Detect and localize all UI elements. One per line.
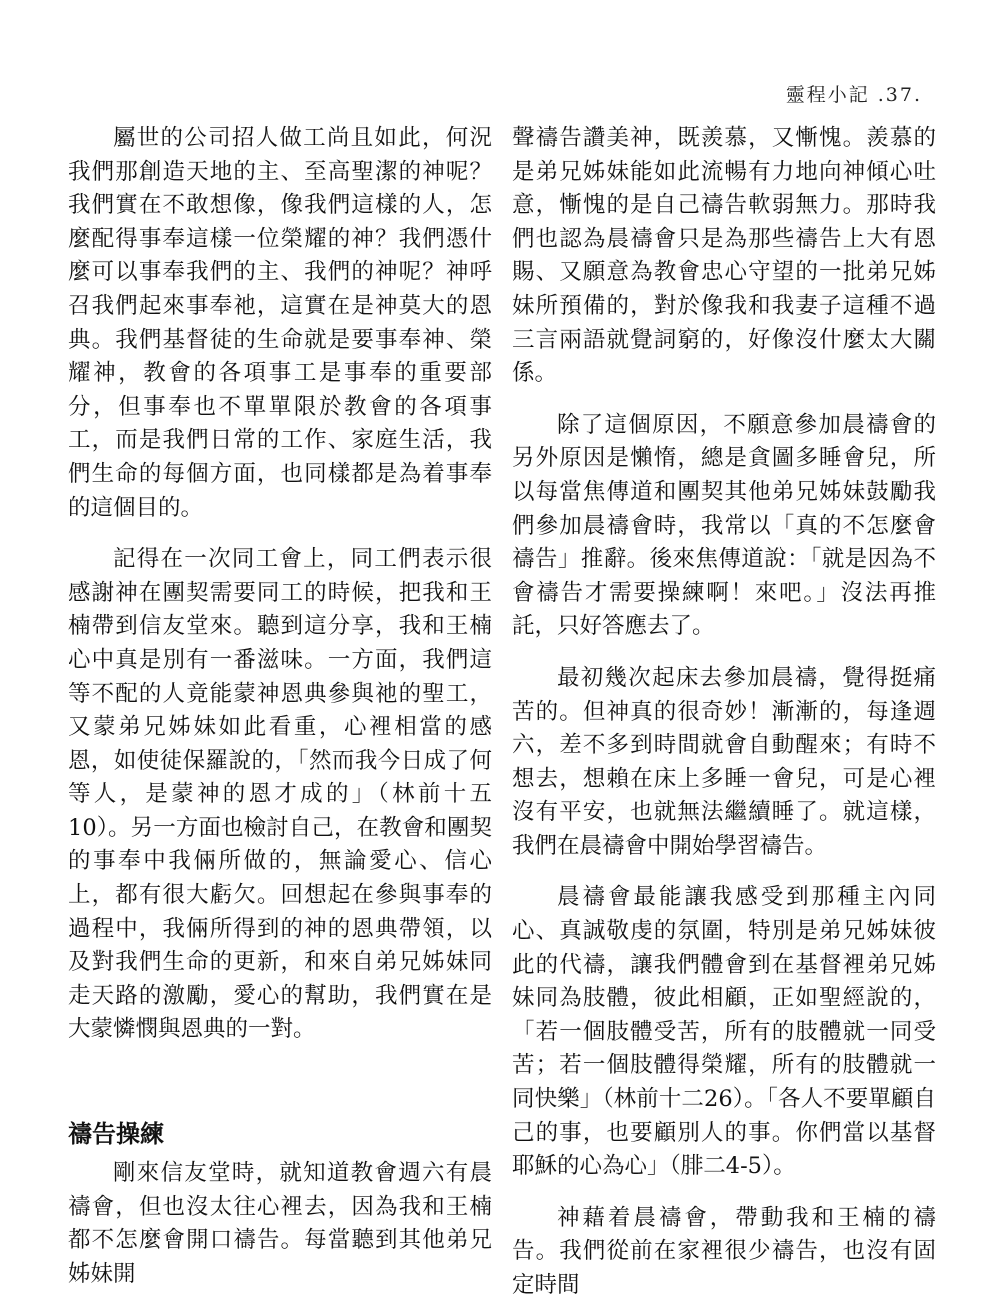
left-column (68, 122, 492, 1291)
continued-paragraph: 聲禱告讚美神，既羨慕，又慚愧。羨慕的是弟兄姊妹能如此流暢有力地向神傾心吐意，慚愧的是自己禱告軟弱無力。那時我們也認為晨禱會只是為那些禱告上大有恩賜、又願意為教會忠心守望的一批弟兄姊妹所預備的，對於像我和我妻子這種不過三言兩語就覺詞窮的，好像沒什麼太大關係。 (512, 125, 936, 387)
running-header: 靈程小記 .37. (785, 84, 922, 106)
body-paragraph: 晨禱會最能讓我感受到那種主內同心、真誠敬虔的氛圍，特別是弟兄姊妹彼此的代禱，讓我們體會到在基督裡弟兄姊妹同為肢體，彼此相顧，正如聖經說的，「若一個肢體受苦，所有的肢體就一同受苦；若一個肢體得榮耀，所有的肢體就一同快樂」（林前十二26）。「各人不要單顧自己的事，也要顧別人的事。你們當以基督耶穌的心為心」（腓二4-5）。 (512, 884, 936, 1180)
body-paragraph: 最初幾次起床去參加晨禱，覺得挺痛苦的。但神真的很奇妙！漸漸的，每逢週六，差不多到時間就會自動醒來；有時不想去，想賴在床上多睡一會兒，可是心裡沒有平安，也就無法繼續睡了。就這樣，我們在晨禱會中開始學習禱告。 (512, 664, 936, 859)
body-paragraph: 剛來信友堂時，就知道教會週六有晨禱會，但也沒太往心裡去，因為我和王楠都不怎麼會開口禱告。每當聽到其他弟兄姊妹開 (68, 1160, 492, 1287)
body-paragraph: 除了這個原因，不願意參加晨禱會的另外原因是懶惰，總是貪圖多睡會兒，所以每當焦傳道和團契其他弟兄姊妹鼓勵我們參加晨禱會時，我常以「真的不怎麼會禱告」推辭。後來焦傳道說：「就是因為不會禱告才需要操練啊！來吧。」沒法再推託，只好答應去了。 (512, 411, 936, 640)
body-paragraph: 屬世的公司招人做工尚且如此，何況我們那創造天地的主、至高聖潔的神呢？我們實在不敢想像，像我們這樣的人，怎麼配得事奉這樣一位榮耀的神？我們憑什麼可以事奉我們的主、我們的神呢？神呼召我們起來事奉祂，這實在是神莫大的恩典。我們基督徒的生命就是要事奉神、榮耀神，教會的各項事工是事奉的重要部分，但事奉也不單單限於教會的各項事工，而是我們日常的工作、家庭生活，我們生命的每個方面，也同樣都是為着事奉的這個目的。 (68, 125, 492, 521)
section-heading: 禱告操練 (68, 1120, 164, 1149)
right-column (512, 122, 936, 1303)
body-paragraph: 神藉着晨禱會，帶動我和王楠的禱告。我們從前在家裡很少禱告，也沒有固定時間 (512, 1204, 936, 1298)
body-paragraph: 記得在一次同工會上，同工們表示很感謝神在團契需要同工的時候，把我和王楠帶到信友堂來。聽到這分享，我和王楠心中真是別有一番滋味。一方面，我們這等不配的人竟能蒙神恩典參與祂的聖工，又蒙弟兄姊妹如此看重，心裡相當的感恩，如使徒保羅說的，「然而我今日成了何等人，是蒙神的恩才成的」（林前十五10）。另一方面也檢討自己，在教會和團契的事奉中我倆所做的，無論愛心、信心上，都有很大虧欠。回想起在參與事奉的過程中，我倆所得到的神的恩典帶領，以及對我們生命的更新，和來自弟兄姊妹同走天路的激勵，愛心的幫助，我們實在是大蒙憐憫與恩典的一對。 (68, 546, 492, 1043)
